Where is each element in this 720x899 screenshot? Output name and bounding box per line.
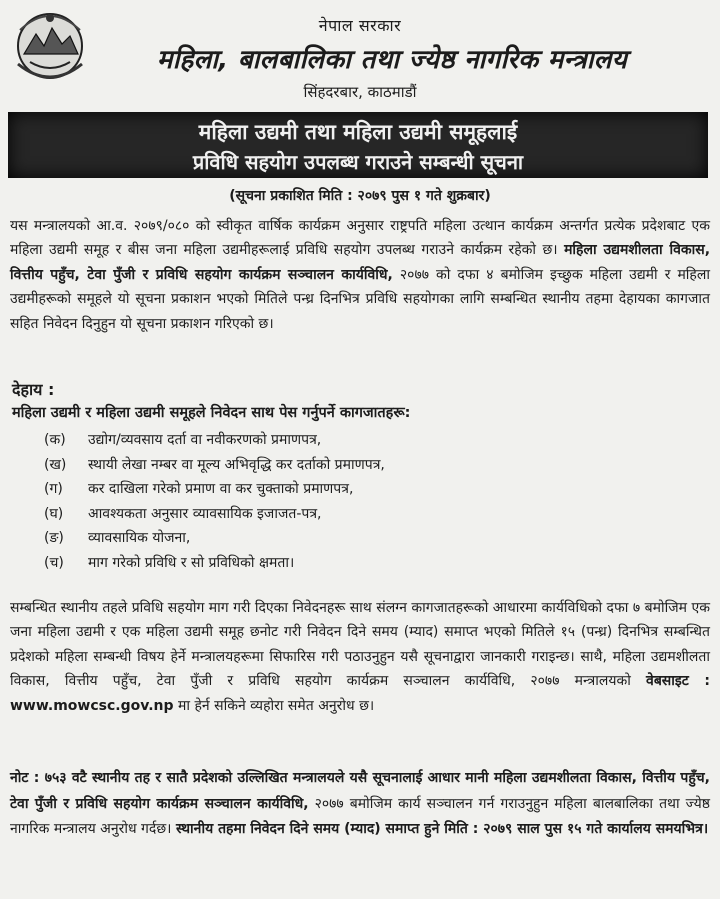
note-text-2: २०७७ बमोजिम कार्य सञ्चालन गर्न गराउनुहुन महिला बालबालिका तथा ज्येष्ठ नागरिक मन्त्रालय अनुरोध गर्दछ। bbox=[10, 795, 711, 837]
list-marker: (च) bbox=[44, 554, 64, 571]
local-level-paragraph bbox=[10, 596, 710, 718]
list-item bbox=[44, 502, 684, 527]
intro-procedure-name: महिला उद्यमशीलता विकास, वित्तीय पहुँच, टेवा पुँजी र प्रविधि सहयोग कार्यक्रम सञ्चालन कार्यविधि, bbox=[10, 242, 711, 283]
list-item bbox=[44, 526, 684, 551]
list-marker: (ख) bbox=[44, 456, 67, 473]
intro-text-1: यस मन्त्रालयको आ.व. २०७९/०८० को स्वीकृत वार्षिक कार्यक्रम अनुसार राष्ट्रपति महिला उत्थान कार्यक्रम अन्तर्गत प्रत्येक प्रदेशबाट एक महिला उद्यमी समूह र बीस जना महिला उद्यमीहरूलाई प्रविधि सहयोग उपलब्ध गराउने कार्यक्रम रहेको छ। bbox=[10, 218, 710, 259]
list-item-text: कर दाखिला गरेको प्रमाण वा कर चुक्ताको प्रमाणपत्र, bbox=[88, 481, 354, 498]
intro-text-2: २०७७ को दफा ४ बमोजिम इच्छुक महिला उद्यमी र महिला उद्यमीहरूको समूहले यो सूचना प्रकाशन भएको मितिले पन्ध्र दिनभित्र प्रविधि सहयोगका लागि सम्बन्धित स्थानीय तहमा देहायका कागजात सहित निवेदन दिनुहुन यो सूचना प्रकाशन गरिएको छ। bbox=[10, 266, 710, 332]
documents-heading: महिला उद्यमी र महिला उद्यमी समूहले निवेदन साथ पेस गर्नुपर्ने कागजातहरू: bbox=[12, 405, 411, 421]
banner-line-2: प्रविधि सहयोग उपलब्ध गराउने सम्बन्धी सूचना bbox=[192, 150, 524, 174]
ministry-location: सिंहदरबार, काठमाडौं bbox=[303, 83, 417, 101]
list-marker: (क) bbox=[44, 432, 66, 448]
list-item-text: व्यावसायिक योजना, bbox=[88, 530, 191, 547]
documents-list bbox=[44, 428, 684, 576]
list-item bbox=[44, 428, 684, 453]
deadline-text: स्थानीय तहमा निवेदन दिने समय (म्याद) समाप्त हुने मिति : २०७९ साल पुस १५ गते कार्यालय समयभित्र। bbox=[175, 821, 709, 837]
website-link[interactable]: वेबसाइट : www.mowcsc.gov.np bbox=[10, 673, 710, 714]
note-paragraph bbox=[10, 766, 710, 843]
list-item bbox=[44, 477, 684, 502]
list-item-text: आवश्यकता अनुसार व्यावसायिक इजाजत-पत्र, bbox=[88, 505, 322, 522]
list-item-text: उद्योग/व्यवसाय दर्ता वा नवीकरणको प्रमाणपत्र, bbox=[88, 432, 322, 448]
banner-line-1: महिला उद्यमी तथा महिला उद्यमी समूहलाई bbox=[198, 120, 518, 144]
local-level-text: सम्बन्धित स्थानीय तहले प्रविधि सहयोग माग गरी दिएका निवेदनहरू साथ संलग्न कागजातहरूको आधारमा कार्यविधिको दफा ७ बमोजिम एक जना महिला उद्यमी र एक महिला उद्यमी समूह छनोट गरी निवेदन दिने समय (म्याद) समाप्त भएको मितिले १५ (पन्ध्र) दिनभित्र सम्बन्धित प्रदेशको महिला सम्बन्धी विषय हेर्ने मन्त्रालयहरूमा सिफारिस गरी पठाउनुहुन यसै सूचनाद्वारा जानकारी गराइन्छ। साथै, महिला उद्यमशीलता विकास, वित्तीय पहुँच, टेवा पुँजी र प्रविधि सहयोग कार्यक्रम सञ्चालन कार्यविधि, २०७७ मन्त्रालयको bbox=[10, 600, 710, 690]
list-item bbox=[44, 453, 684, 478]
published-date: (सूचना प्रकाशित मिति : २०७९ पुस १ गते शुक्रबार) bbox=[229, 188, 491, 204]
note-text-1: नोट : ७५३ वटै स्थानीय तह र सातै प्रदेशको उल्लिखित मन्त्रालयले यसै सूचनालाई आधार मानी महिला उद्यमशीलता विकास, वित्तीय पहुँच, टेवा पुँजी र प्रविधि सहयोग कार्यक्रम सञ्चालन कार्यविधि, bbox=[10, 770, 710, 812]
list-marker: (घ) bbox=[44, 505, 64, 522]
notice-title-banner bbox=[8, 112, 708, 178]
list-item-text: माग गरेको प्रविधि र सो प्रविधिको क्षमता। bbox=[88, 554, 295, 571]
list-marker: (ङ) bbox=[44, 530, 64, 547]
intro-paragraph bbox=[10, 214, 710, 336]
government-title: नेपाल सरकार bbox=[318, 16, 402, 35]
dehay-label: देहाय : bbox=[12, 380, 55, 399]
list-marker: (ग) bbox=[44, 481, 63, 498]
ministry-title: महिला, बालबालिका तथा ज्येष्ठ नागरिक मन्त्रालय bbox=[156, 45, 628, 75]
list-item-text: स्थायी लेखा नम्बर वा मूल्य अभिवृद्धि कर दर्ताको प्रमाणपत्र, bbox=[88, 456, 385, 473]
list-item bbox=[44, 551, 684, 576]
local-level-tail: मा हेर्न सकिने व्यहोरा समेत अनुरोध छ। bbox=[178, 697, 375, 714]
